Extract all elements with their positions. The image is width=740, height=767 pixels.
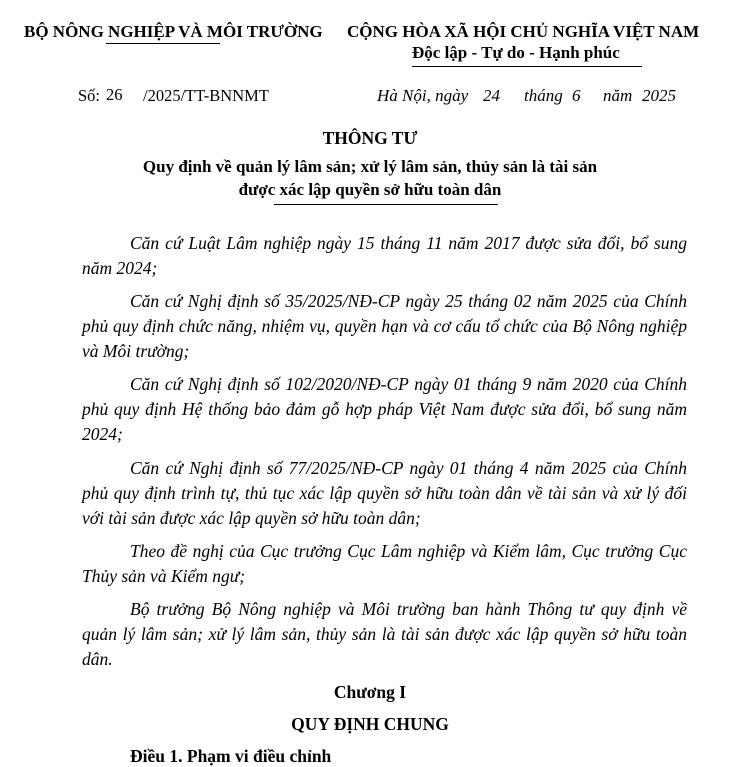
date-year: 2025 [642,86,676,105]
date-month: 6 [572,86,581,105]
preamble-paragraph: Căn cứ Nghị định số 102/2020/NĐ-CP ngày 01 tháng 9 năm 2020 của Chính phủ quy định Hệ thống bảo đảm gỗ hợp pháp Việt Nam được sửa đổi, bổ sung năm 2024; [82,374,687,444]
preamble-paragraph: Căn cứ Nghị định số 77/2025/NĐ-CP ngày 01 tháng 4 năm 2025 của Chính phủ quy định trình tự, thủ tục xác lập quyền sở hữu toàn dân về tài sản và xử lý đối với tài sản được xác lập quyền sở hữu toàn dân; [82,458,687,528]
preamble-paragraph: Theo đề nghị của Cục trưởng Cục Lâm nghiệp và Kiểm lâm, Cục trưởng Cục Thủy sản và Kiểm ngư; [82,541,687,586]
doc-number-value: 26 [106,85,123,104]
preamble-paragraph: Căn cứ Nghị định số 35/2025/NĐ-CP ngày 25 tháng 02 năm 2025 của Chính phủ quy định chức năng, nhiệm vụ, quyền hạn và cơ cấu tổ chức của Bộ Nông nghiệp và Môi trường; [82,291,687,361]
preamble-paragraph: Bộ trưởng Bộ Nông nghiệp và Môi trường ban hành Thông tư quy định về quản lý lâm sản; xử lý lâm sản, thủy sản là tài sản được xác lập quyền sở hữu toàn dân. [82,599,687,669]
doc-number-label: Số: [78,86,101,105]
article-heading: Điều 1. Phạm vi điều chỉnh [130,746,332,766]
date-year-label: năm [603,86,633,105]
ministry-name: BỘ NÔNG NGHIỆP VÀ MÔI TRƯỜNG [24,22,323,41]
preamble-paragraph: Căn cứ Luật Lâm nghiệp ngày 15 tháng 11 năm 2017 được sửa đổi, bổ sung năm 2024; [82,233,687,278]
date-month-label: tháng [524,86,563,105]
national-motto: Độc lập - Tự do - Hạnh phúc [412,43,620,62]
ministry-underline [106,43,220,44]
document-title-line2: được xác lập quyền sở hữu toàn dân [238,180,502,199]
document-type: THÔNG TƯ [322,128,418,148]
title-underline [274,204,498,205]
chapter-title: QUY ĐỊNH CHUNG [291,714,449,734]
doc-number-suffix: /2025/TT-BNNMT [143,86,269,105]
motto-underline [412,66,642,67]
date-day: 24 [483,86,500,105]
document-title-line1: Quy định về quản lý lâm sản; xử lý lâm sản, thủy sản là tài sản [142,157,598,176]
chapter-label: Chương I [333,682,407,702]
date-place: Hà Nội, ngày [377,86,469,105]
republic-name: CỘNG HÒA XÃ HỘI CHỦ NGHĨA VIỆT NAM [347,22,700,41]
